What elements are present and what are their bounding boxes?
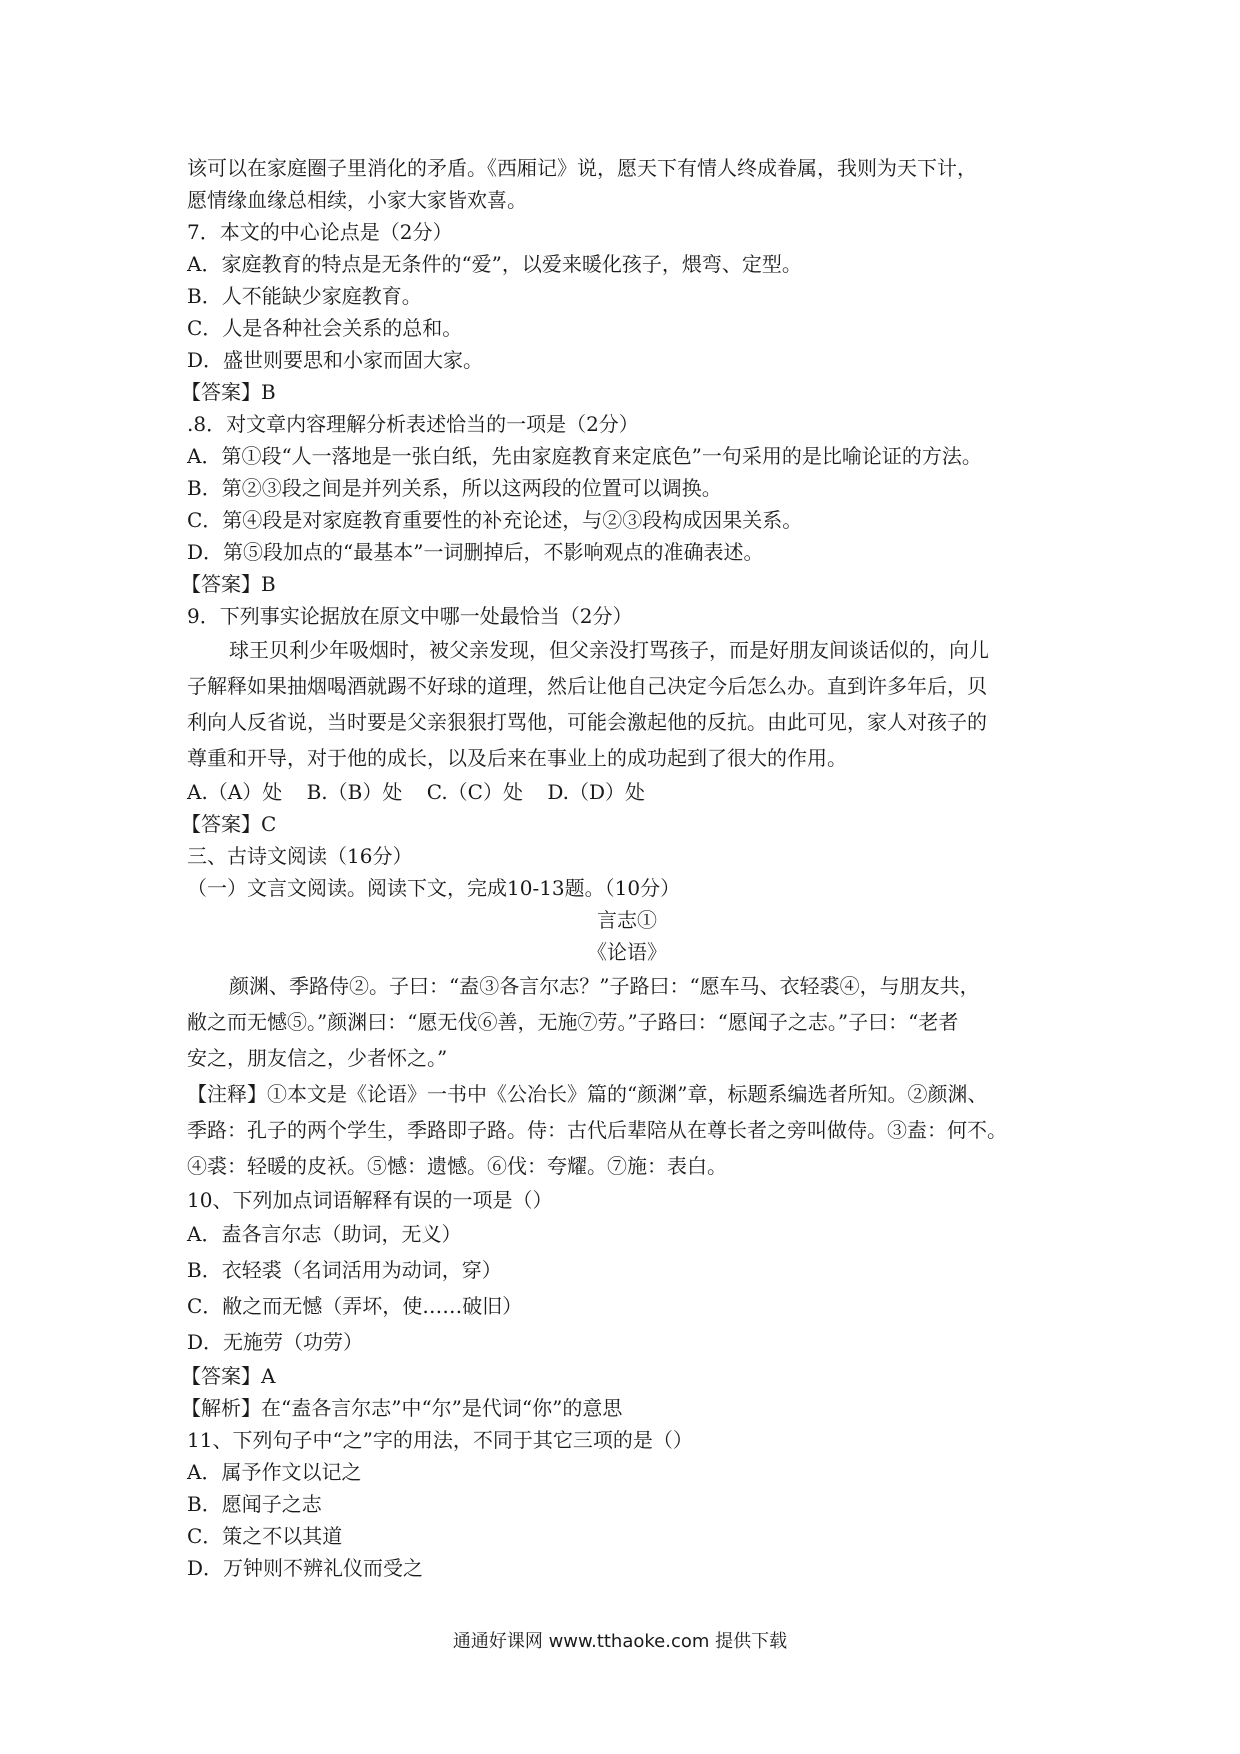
intro-line: 愿情缘血缘总相续，小家大家皆欢喜。: [187, 188, 527, 212]
question-9-options: [187, 776, 1067, 808]
option-c: C．敝之而无憾（弄坏，使……破旧）: [187, 1294, 523, 1318]
classical-passage-line: 敝之而无憾⑤。”颜渊曰：“愿无伐⑥善，无施⑦劳。”子路曰：“愿闻子之志。”子曰：“老者: [187, 1010, 959, 1034]
option-d: D．万钟则不辨礼仪而受之: [187, 1556, 424, 1580]
option-a: A．属予作文以记之: [187, 1460, 362, 1484]
classical-passage-line: 安之，朋友信之，少者怀之。”: [187, 1046, 448, 1070]
notes-line: 【注释】①本文是《论语》一书中《公冶长》篇的“颜渊”章，标题系编选者所知。②颜渊、: [187, 1082, 988, 1106]
passage-line: 利向人反省说，当时要是父亲狠狠打骂他，可能会激起他的反抗。由此可见，家人对孩子的: [187, 710, 987, 734]
question-8-stem: .8．对文章内容理解分析表述恰当的一项是（2分）: [187, 412, 639, 436]
option-d: D.（D）处: [547, 780, 646, 804]
option-a: A．家庭教育的特点是无条件的“爱”，以爱来暖化孩子，煨弯、定型。: [187, 252, 802, 276]
option-c: C.（C）处: [426, 780, 523, 804]
option-c: C．人是各种社会关系的总和。: [187, 316, 463, 340]
option-b: B.（B）处: [306, 780, 403, 804]
section-subtitle: （一）文言文阅读。阅读下文，完成10-13题。（10分）: [187, 876, 681, 900]
option-d: D．盛世则要思和小家而固大家。: [187, 348, 484, 372]
answer: 【答案】C: [181, 812, 277, 836]
option-a: A．盍各言尔志（助词，无义）: [187, 1222, 462, 1246]
notes-line: 季路：孔子的两个学生，季路即子路。侍：古代后辈陪从在尊长者之旁叫做侍。③盍：何不。: [187, 1118, 1007, 1142]
option-a: A．第①段“人一落地是一张白纸，先由家庭教育来定底色”一句采用的是比喻论证的方法。: [187, 444, 982, 468]
option-a: A.（A）处: [187, 780, 283, 804]
answer: 【答案】B: [181, 380, 276, 404]
passage-line: 球王贝利少年吸烟时，被父亲发现，但父亲没打骂孩子，而是好朋友间谈话似的，向儿: [229, 638, 989, 662]
section-title: 三、古诗文阅读（16分）: [187, 844, 413, 868]
text-title: 言志①: [597, 908, 657, 932]
analysis: 【解析】在“盍各言尔志”中“尔”是代词“你”的意思: [181, 1396, 623, 1420]
question-9-stem: 9．下列事实论据放在原文中哪一处最恰当（2分）: [187, 604, 633, 628]
classical-passage-line: 颜渊、季路侍②。子曰：“盍③各言尔志？”子路曰：“愿车马、衣轻裘④，与朋友共，: [229, 974, 980, 998]
option-b: B．愿闻子之志: [187, 1492, 322, 1516]
footer-credit: 通通好课网 www.tthaoke.com 提供下载: [452, 1631, 788, 1652]
question-7-stem: 7．本文的中心论点是（2分）: [187, 220, 453, 244]
question-10-stem: 10、下列加点词语解释有误的一项是（）: [187, 1188, 553, 1212]
option-c: C．第④段是对家庭教育重要性的补充论述，与②③段构成因果关系。: [187, 508, 803, 532]
passage-line: 子解释如果抽烟喝酒就踢不好球的道理，然后让他自己决定今后怎么办。直到许多年后，贝: [187, 674, 987, 698]
intro-line: 该可以在家庭圈子里消化的矛盾。《西厢记》说，愿天下有情人终成眷属，我则为天下计，: [187, 156, 977, 180]
option-b: B．第②③段之间是并列关系，所以这两段的位置可以调换。: [187, 476, 722, 500]
question-11-stem: 11、下列句子中“之”字的用法，不同于其它三项的是（）: [187, 1428, 693, 1452]
option-b: B．人不能缺少家庭教育。: [187, 284, 422, 308]
option-d: D．无施劳（功劳）: [187, 1330, 364, 1354]
option-d: D．第⑤段加点的“最基本”一词删掉后，不影响观点的准确表述。: [187, 540, 764, 564]
option-b: B．衣轻裘（名词活用为动词，穿）: [187, 1258, 502, 1282]
text-source: 《论语》: [587, 940, 667, 964]
passage-line: 尊重和开导，对于他的成长，以及后来在事业上的成功起到了很大的作用。: [187, 746, 847, 770]
answer: 【答案】A: [181, 1364, 276, 1388]
notes-line: ④裘：轻暖的皮袄。⑤憾：遗憾。⑥伐：夸耀。⑦施：表白。: [187, 1154, 727, 1178]
option-c: C．策之不以其道: [187, 1524, 343, 1548]
page-content: [181, 152, 1067, 1584]
answer: 【答案】B: [181, 572, 276, 596]
